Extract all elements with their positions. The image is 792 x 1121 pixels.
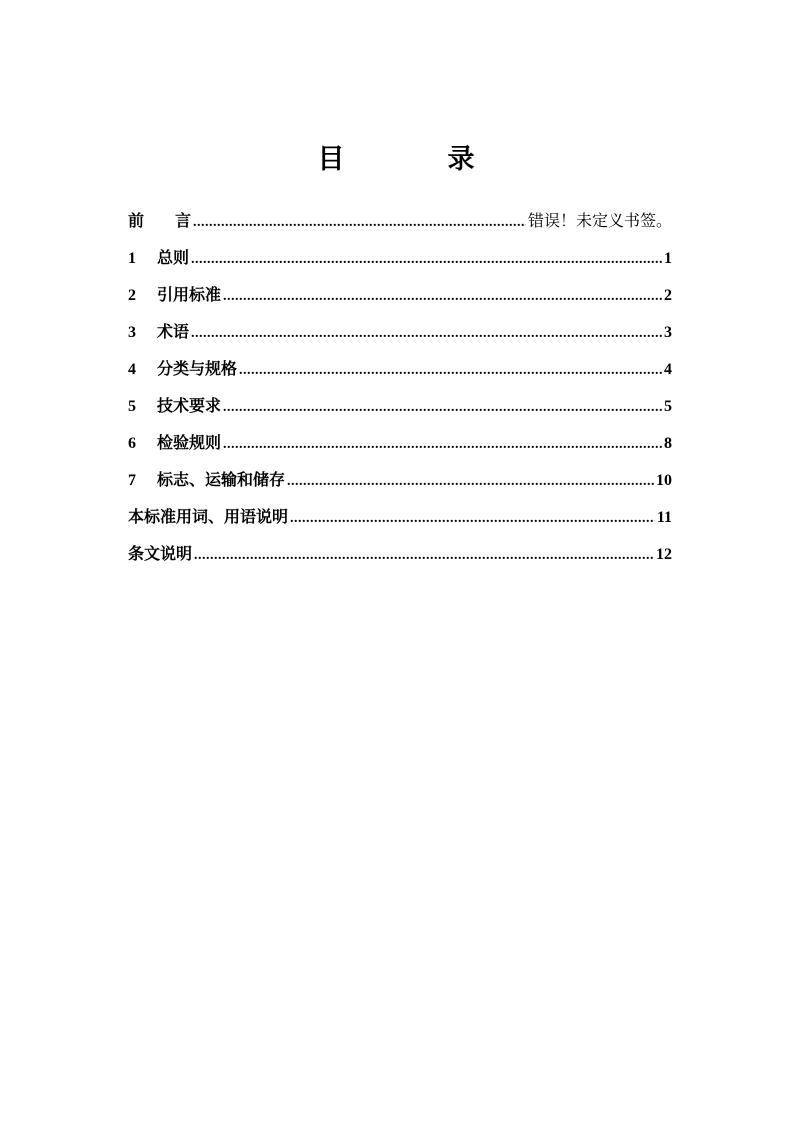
dot-leader <box>290 506 655 532</box>
page-title: 目 录 <box>317 144 513 175</box>
toc-entry-7[interactable] <box>128 467 672 504</box>
toc-entry-label: 前言 <box>128 211 192 230</box>
dot-leader <box>223 432 662 458</box>
toc-entry-label: 本标准用词、用语说明 <box>128 507 289 526</box>
toc-entry-1[interactable] <box>128 245 672 282</box>
toc-entry-preface[interactable] <box>128 208 672 245</box>
toc-entry-page: 3 <box>664 324 672 341</box>
toc-entry-label: 技术要求 <box>157 396 222 415</box>
dot-leader <box>223 395 662 421</box>
dot-leader <box>287 469 654 495</box>
toc-entry-label: 分类与规格 <box>157 359 238 378</box>
toc-entry-label: 术语 <box>157 322 190 341</box>
toc-entry-2[interactable] <box>128 282 672 319</box>
toc-entry-label: 引用标准 <box>157 285 222 304</box>
toc-entry-label: 检验规则 <box>157 433 222 452</box>
toc-entry-page: 1 <box>664 250 672 267</box>
toc-entry-page: 5 <box>664 398 672 415</box>
dot-leader <box>194 543 654 569</box>
toc-entry-3[interactable] <box>128 319 672 356</box>
toc-entry-page: 10 <box>656 472 672 489</box>
dot-leader <box>193 210 526 236</box>
toc-entry-clause-explanation[interactable] <box>128 541 672 578</box>
toc-entry-label: 标志、运输和储存 <box>157 470 286 489</box>
dot-leader <box>223 284 662 310</box>
toc-entry-page: 错误！未定义书签。 <box>527 211 672 230</box>
toc-entry-page: 12 <box>656 546 672 563</box>
toc-entry-label: 总则 <box>157 248 190 267</box>
toc-entry-page: 2 <box>664 287 672 304</box>
toc-entry-label: 条文说明 <box>128 544 193 563</box>
dot-leader <box>191 321 662 347</box>
dot-leader <box>191 247 662 273</box>
toc-entry-page: 11 <box>656 509 672 526</box>
toc-entry-number: 4 <box>128 361 136 378</box>
toc-entry-number: 5 <box>128 398 136 415</box>
toc-entry-terms-usage[interactable] <box>128 504 672 541</box>
table-of-contents <box>128 208 672 578</box>
toc-entry-number: 3 <box>128 324 136 341</box>
toc-entry-number: 2 <box>128 287 136 304</box>
toc-entry-page: 8 <box>664 435 672 452</box>
toc-entry-4[interactable] <box>128 356 672 393</box>
toc-entry-page: 4 <box>664 361 672 378</box>
toc-entry-6[interactable] <box>128 430 672 467</box>
toc-entry-number: 7 <box>128 472 136 489</box>
dot-leader <box>239 358 662 384</box>
toc-entry-number: 6 <box>128 435 136 452</box>
toc-entry-number: 1 <box>128 250 136 267</box>
toc-entry-5[interactable] <box>128 393 672 430</box>
